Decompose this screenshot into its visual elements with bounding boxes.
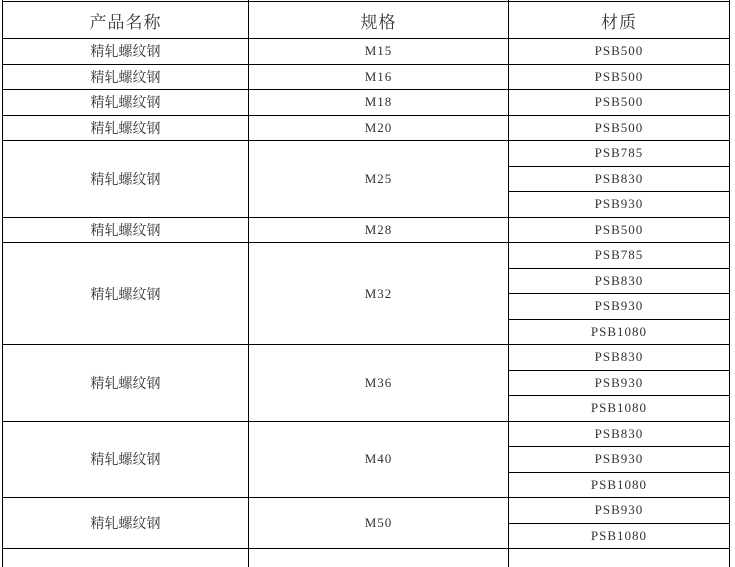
product-name-cell: 精轧螺纹钢 [3,498,249,549]
product-name-cell: 精轧螺纹钢 [3,64,249,90]
spec-cell: M50 [249,498,509,549]
table-row [3,115,730,141]
material-cell: PSB1080 [509,472,730,498]
spec-cell: M40 [249,421,509,498]
product-name-cell: 精轧螺纹钢 [3,141,249,218]
table-row [3,421,730,447]
table-row [3,345,730,371]
material-cell: PSB1080 [509,396,730,422]
material-cell: PSB930 [509,192,730,218]
material-cell: PSB500 [509,90,730,116]
spec-cell: M32 [249,243,509,345]
bottom-partial-row [3,549,730,567]
table-row [3,243,730,269]
table-row [3,90,730,116]
material-cell: PSB500 [509,115,730,141]
spec-cell: M15 [249,39,509,65]
table-body [3,39,730,567]
bottom-partial-cell [249,549,509,567]
material-cell: PSB500 [509,217,730,243]
spec-cell: M18 [249,90,509,116]
bottom-partial-cell [3,549,249,567]
spec-cell: M36 [249,345,509,422]
product-name-cell: 精轧螺纹钢 [3,421,249,498]
material-cell: PSB830 [509,166,730,192]
bottom-partial-cell [509,549,730,567]
table-row [3,141,730,167]
product-name-cell: 精轧螺纹钢 [3,345,249,422]
material-cell: PSB500 [509,39,730,65]
column-header-product-name: 产品名称 [3,2,249,39]
material-cell: PSB1080 [509,319,730,345]
table-row [3,39,730,65]
table-row [3,498,730,524]
product-spec-table [2,0,730,567]
spec-cell: M16 [249,64,509,90]
material-cell: PSB830 [509,268,730,294]
product-name-cell: 精轧螺纹钢 [3,243,249,345]
material-cell: PSB785 [509,141,730,167]
table-row [3,64,730,90]
table-row [3,217,730,243]
material-cell: PSB1080 [509,523,730,549]
product-name-cell: 精轧螺纹钢 [3,217,249,243]
product-name-cell: 精轧螺纹钢 [3,90,249,116]
spec-cell: M25 [249,141,509,218]
material-cell: PSB930 [509,498,730,524]
material-cell: PSB500 [509,64,730,90]
material-cell: PSB830 [509,421,730,447]
material-cell: PSB930 [509,294,730,320]
product-name-cell: 精轧螺纹钢 [3,115,249,141]
column-header-material: 材质 [509,2,730,39]
column-header-spec: 规格 [249,2,509,39]
material-cell: PSB930 [509,447,730,473]
material-cell: PSB830 [509,345,730,371]
spec-cell: M28 [249,217,509,243]
product-name-cell: 精轧螺纹钢 [3,39,249,65]
material-cell: PSB785 [509,243,730,269]
material-cell: PSB930 [509,370,730,396]
spec-cell: M20 [249,115,509,141]
header-row [3,2,730,39]
